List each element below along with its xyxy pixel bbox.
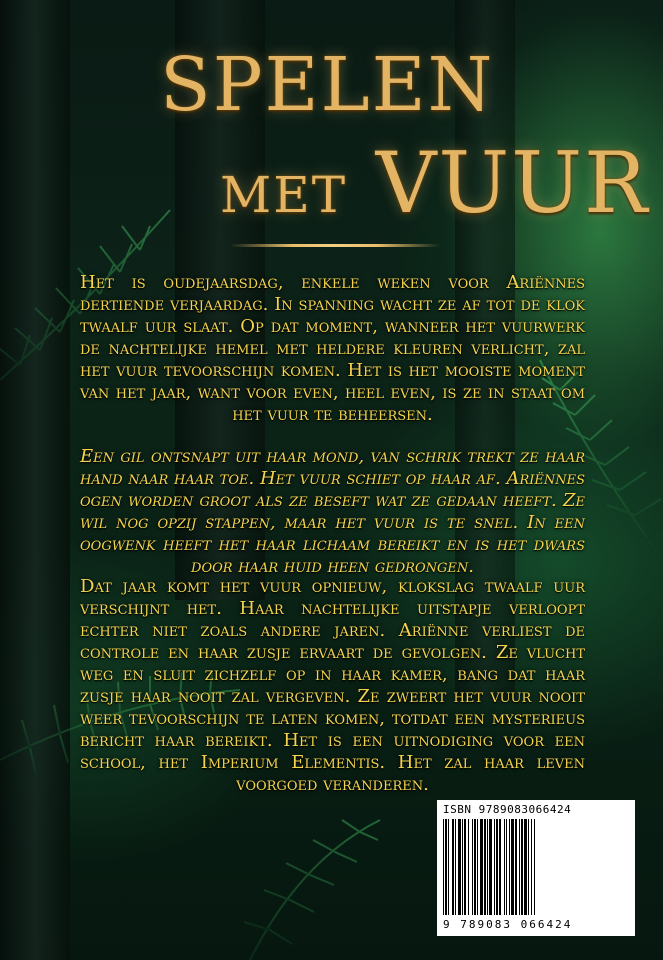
barcode-bars <box>443 819 629 915</box>
barcode-digits: 9 789083 066424 <box>443 918 573 931</box>
barcode <box>437 800 635 936</box>
title-divider <box>230 244 440 247</box>
title-line-1: SPELEN <box>160 42 495 128</box>
tree-trunk-left <box>0 0 70 960</box>
title-word-met: MET <box>220 166 348 224</box>
isbn-label: ISBN 9789083066424 <box>443 803 572 816</box>
title-word-vuur: VUUR <box>375 134 650 232</box>
blurb-paragraph-1: Het is oudejaarsdag, enkele weken voor Ariënnes dertiende verjaardag. In spanning wacht ze af tot de klok twaalf uur slaat. Op dat moment, wanneer het vuurwerk de nachtelijke hemel met heldere kleuren verlicht, zal het vuur tevoorschijn komen. Het is het mooiste moment van het jaar, want voor even, heel even, is ze in staat om het vuur te beheersen. <box>80 272 585 425</box>
blurb-paragraph-3: Dat jaar komt het vuur opnieuw, klokslag twaalf uur verschijnt het. Haar nachtelijke uitstapje verloopt echter niet zoals andere jaren. Ariënne verliest de controle en haar zusje ervaart de gevolgen. Ze vlucht weg en sluit zichzelf op in haar kamer, bang dat haar zusje haar nooit zal vergeven. Ze zweert het vuur nooit weer tevoorschijn te laten komen, totdat een mysterieus bericht haar bereikt. Het is een uitnodiging voor een school, het Imperium Elementis. Het zal haar leven voorgoed veranderen. <box>80 576 585 795</box>
blurb-paragraph-2: Een gil ontsnapt uit haar mond, van schrik trekt ze haar hand naar haar toe. Het vuur schiet op haar af. Ariënnes ogen worden groot als ze beseft wat ze gedaan heeft. Ze wil nog opzij stappen, maar het vuur is te snel. In een oogwenk heeft het haar lichaam bereikt en is het dwars door haar huid heen gedrongen. <box>80 446 585 577</box>
title-line-2 <box>220 134 650 238</box>
